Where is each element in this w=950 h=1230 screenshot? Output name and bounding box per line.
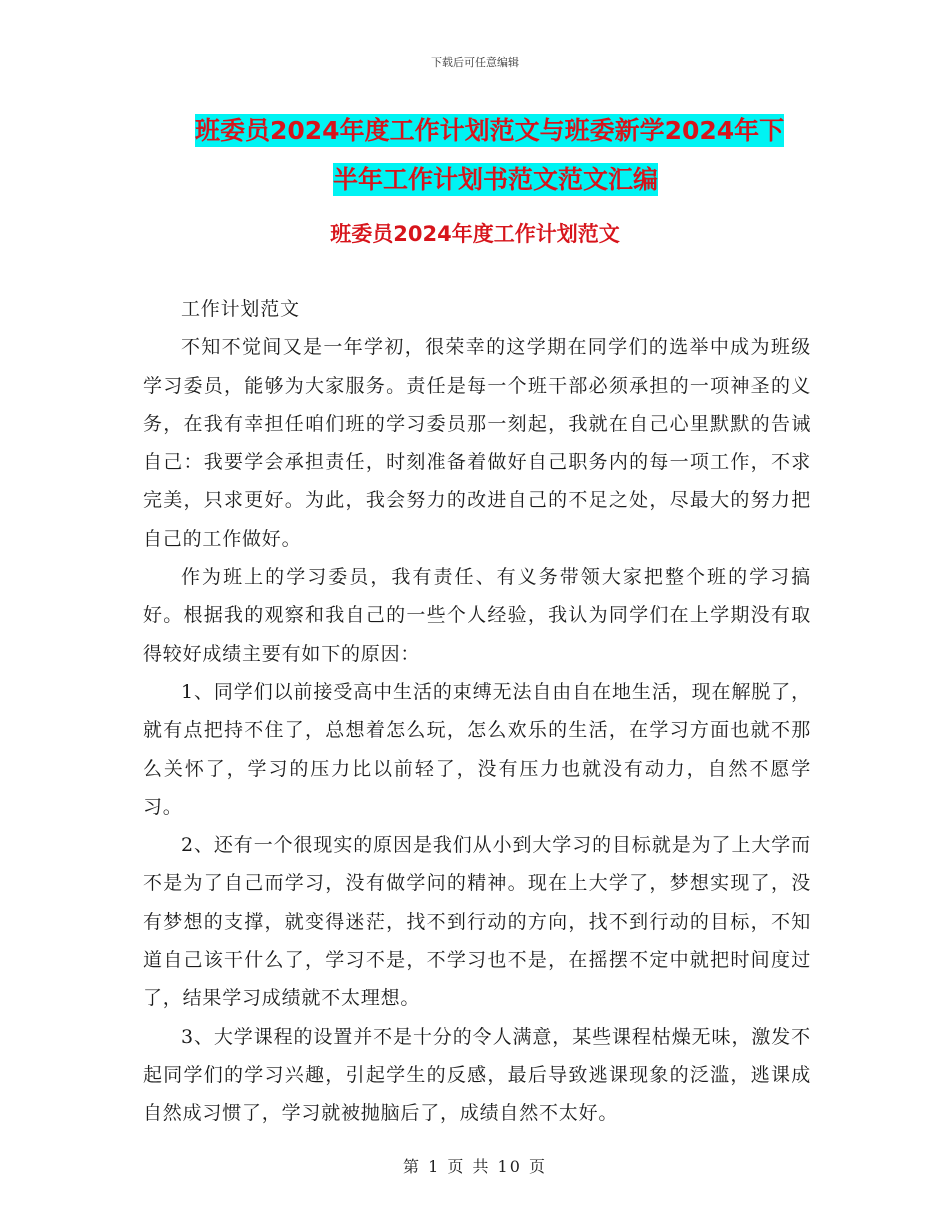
document-title-line-1: 班委员2024年度工作计划范文与班委新学2024年下 (195, 116, 785, 145)
body-paragraph: 工作计划范文 (181, 298, 300, 320)
page-header-note: 下载后可任意编辑 (431, 56, 519, 69)
body-paragraph: 2、还有一个很现实的原因是我们从小到大学习的目标就是为了上大学而不是为了自己而学习，没有做学问的精神。现在上大学了，梦想实现了，没有梦想的支撑，就变得迷茫，找不到行动的方向，找不到行动的目标，不知道自己该干什么了，学习不是，不学习也不是，在摇摆不定中就把时间度过了，结果学习成绩就不太理想。 (143, 834, 811, 1010)
document-body (143, 290, 811, 1133)
document-title-line-2: 半年工作计划书范文范文汇编 (333, 165, 659, 194)
body-paragraph: 3、大学课程的设置并不是十分的令人满意，某些课程枯燥无味，激发不起同学们的学习兴趣，引起学生的反感，最后导致逃课现象的泛滥，逃课成自然成习惯了，学习就被抛脑后了，成绩自然不太好。 (143, 1025, 811, 1125)
document-title (195, 106, 805, 204)
section-title: 班委员2024年度工作计划范文 (330, 222, 620, 246)
body-paragraph: 1、同学们以前接受高中生活的束缚无法自由自在地生活，现在解脱了，就有点把持不住了，总想着怎么玩，怎么欢乐的生活，在学习方面也就不那么关怀了，学习的压力比以前轻了，没有压力也就没有动力，自然不愿学习。 (143, 680, 811, 818)
body-paragraph: 作为班上的学习委员，我有责任、有义务带领大家把整个班的学习搞好。根据我的观察和我自己的一些个人经验，我认为同学们在上学期没有取得较好成绩主要有如下的原因： (143, 566, 811, 665)
body-paragraph: 不知不觉间又是一年学初，很荣幸的这学期在同学们的选举中成为班级学习委员，能够为大家服务。责任是每一个班干部必须承担的一项神圣的义务，在我有幸担任咱们班的学习委员那一刻起，我就在自己心里默默的告诫自己：我要学会承担责任，时刻准备着做好自己职务内的每一项工作，不求完美，只求更好。为此，我会努力的改进自己的不足之处，尽最大的努力把自己的工作做好。 (143, 336, 811, 550)
page-number-footer: 第 1 页 共 10 页 (403, 1157, 547, 1176)
